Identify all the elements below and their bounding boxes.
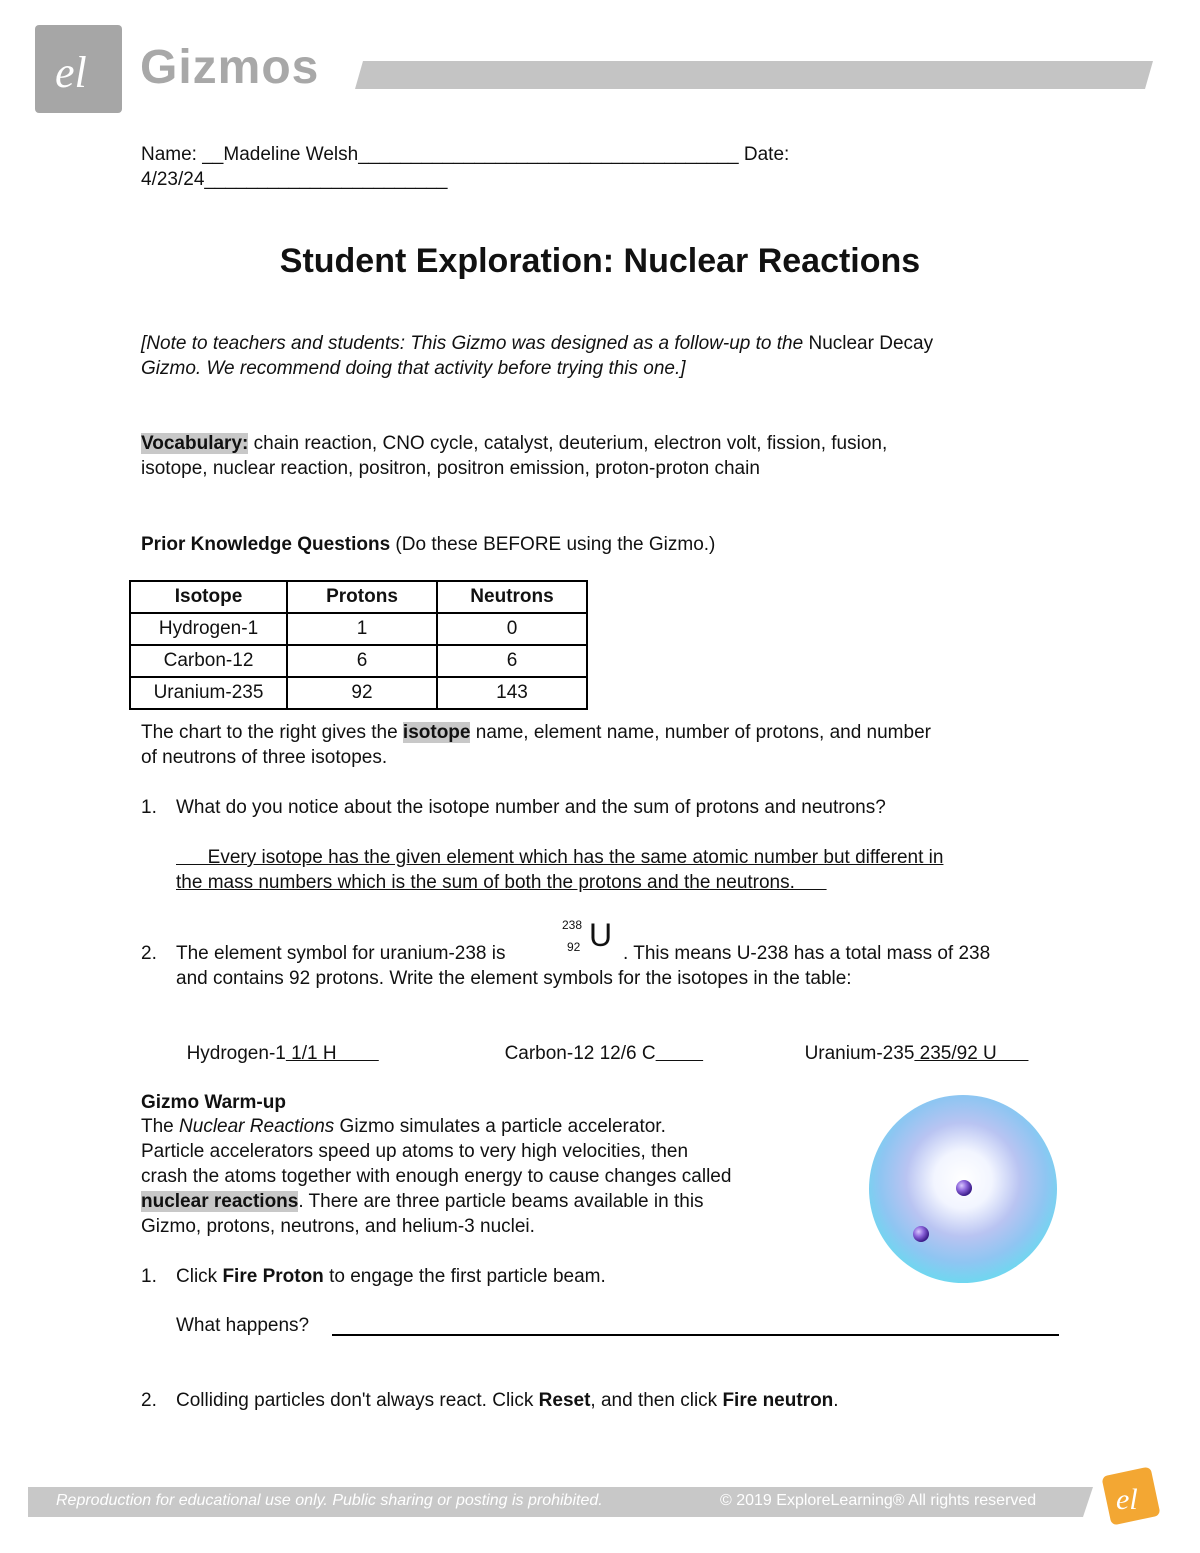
cell-isotope: Carbon-12	[130, 645, 287, 677]
wq1-c: to engage the first particle beam.	[323, 1266, 606, 1287]
wq1-a: Click	[176, 1266, 223, 1287]
note-part1: [Note to teachers and students: This Gizmo was designed as a follow-up to the	[141, 333, 809, 354]
question-2-text-cont: . This means U-238 has a total mass of 238	[623, 943, 991, 964]
hydrogen-answer-field[interactable]: 1/1 H	[285, 1043, 379, 1064]
cell-isotope: Hydrogen-1	[130, 613, 287, 645]
warmup-gizmo-name: Nuclear Reactions	[179, 1116, 335, 1137]
chart-intro-part1: The chart to the right gives the	[141, 722, 403, 743]
question-2-line2: and contains 92 protons. Write the element symbols for the isotopes in the table:	[176, 968, 852, 989]
cell-neutrons: 6	[437, 645, 587, 677]
symbol-letter: U	[589, 917, 613, 953]
cell-protons: 92	[287, 677, 437, 709]
fire-proton-label: Fire Proton	[222, 1266, 324, 1287]
vocabulary	[141, 431, 887, 456]
warmup-question-2-number: 2.	[141, 1390, 157, 1411]
what-happens-answer-line[interactable]	[332, 1334, 1059, 1336]
page-title: Student Exploration: Nuclear Reactions	[279, 242, 921, 280]
cell-neutrons: 143	[437, 677, 587, 709]
vocabulary-line1: chain reaction, CNO cycle, catalyst, deuterium, electron volt, fission, fusion,	[248, 433, 888, 454]
question-2-text: The element symbol for uranium-238 is	[176, 943, 506, 964]
warmup-l1b: Gizmo simulates a particle accelerator.	[334, 1116, 666, 1137]
symbol-mass-number: 238	[562, 918, 583, 932]
header-isotope: Isotope	[130, 581, 287, 613]
teacher-note	[141, 331, 933, 356]
vocabulary-label: Vocabulary:	[141, 433, 249, 454]
logo-text: el	[55, 48, 87, 97]
carbon-label: Carbon-12 12/6 C	[504, 1043, 656, 1064]
note-gizmo-link: Nuclear Decay	[808, 333, 934, 354]
warmup-heading: Gizmo Warm-up	[141, 1092, 286, 1113]
brand-name: Gizmos	[140, 41, 320, 94]
wq2-a: Colliding particles don't always react. Click	[176, 1390, 539, 1411]
vocabulary-line2: isotope, nuclear reaction, positron, positron emission, proton-proton chain	[141, 458, 760, 479]
table-row	[130, 645, 587, 677]
carbon-answer-field[interactable]	[656, 1043, 704, 1064]
uranium-label: Uranium-235	[804, 1043, 915, 1064]
chart-intro-line2: of neutrons of three isotopes.	[141, 747, 388, 768]
prior-knowledge-heading	[141, 532, 715, 557]
uranium-238-symbol	[560, 916, 620, 956]
uranium-symbol-answer	[794, 1016, 1028, 1066]
question-2-number: 2.	[141, 943, 157, 964]
name-date-line: Name: __Madeline Welsh____________________________________ Date:	[141, 144, 790, 165]
warmup-line4	[141, 1189, 704, 1214]
table-header-row	[130, 581, 587, 613]
cell-neutrons: 0	[437, 613, 587, 645]
chart-intro-part2: name, element name, number of protons, and number	[470, 722, 931, 743]
particle-ball	[913, 1226, 929, 1242]
nuclear-reactions-keyword: nuclear reactions	[141, 1191, 299, 1212]
warmup-line5: Gizmo, protons, neutrons, and helium-3 nuclei.	[141, 1216, 535, 1237]
warmup-line2: Particle accelerators speed up atoms to very high velocities, then	[141, 1141, 689, 1162]
hydrogen-symbol-answer	[176, 1016, 379, 1066]
uranium-answer-field[interactable]: 235/92 U	[914, 1043, 1029, 1064]
isotope-table	[129, 580, 588, 710]
cell-protons: 1	[287, 613, 437, 645]
carbon-symbol-answer	[494, 1016, 703, 1066]
header-bar	[355, 61, 1153, 89]
particle-ball	[956, 1180, 972, 1196]
warmup-line1	[141, 1114, 666, 1139]
question-1-number: 1.	[141, 797, 157, 818]
what-happens-label: What happens?	[176, 1315, 310, 1336]
fire-neutron-label: Fire neutron	[722, 1390, 834, 1411]
footer-copyright: © 2019 ExploreLearning® All rights reserved	[720, 1492, 1037, 1509]
atom-illustration	[866, 1094, 1060, 1286]
header-protons: Protons	[287, 581, 437, 613]
footer-logo-icon	[1098, 1463, 1164, 1529]
reset-label: Reset	[538, 1390, 591, 1411]
table-row	[130, 613, 587, 645]
note-line2: Gizmo. We recommend doing that activity before trying this one.]	[141, 358, 686, 379]
cell-isotope: Uranium-235	[130, 677, 287, 709]
warmup-l4-rest: . There are three particle beams available in this	[298, 1191, 704, 1212]
symbol-atomic-number: 92	[567, 940, 581, 954]
question-1-answer-line1[interactable]: Every isotope has the given element which has the same atomic number but different in	[176, 847, 944, 868]
warmup-line3: crash the atoms together with enough energy to cause changes called	[141, 1166, 732, 1187]
hydrogen-label: Hydrogen-1	[186, 1043, 286, 1064]
warmup-question-1	[176, 1264, 606, 1289]
warmup-question-1-number: 1.	[141, 1266, 157, 1287]
question-1-text: What do you notice about the isotope number and the sum of protons and neutrons?	[176, 797, 886, 818]
footer-reproduction-notice: Reproduction for educational use only. Public sharing or posting is prohibited.	[56, 1492, 603, 1509]
cell-protons: 6	[287, 645, 437, 677]
isotope-keyword: isotope	[402, 722, 471, 743]
prior-knowledge-title: Prior Knowledge Questions	[141, 534, 391, 555]
explorelearning-logo	[35, 25, 122, 113]
question-1-answer-line2[interactable]: the mass numbers which is the sum of both the protons and the neutrons.	[176, 872, 827, 893]
prior-knowledge-sub: (Do these BEFORE using the Gizmo.)	[390, 534, 716, 555]
footer-logo-text: el	[1116, 1483, 1138, 1516]
date-value-line: 4/23/24_______________________	[141, 169, 448, 190]
wq2-e: .	[833, 1390, 839, 1411]
chart-intro	[141, 720, 931, 745]
wq2-c: , and then click	[590, 1390, 723, 1411]
warmup-question-2	[176, 1388, 839, 1413]
table-row	[130, 677, 587, 709]
header-neutrons: Neutrons	[437, 581, 587, 613]
warmup-l1a: The	[141, 1116, 180, 1137]
